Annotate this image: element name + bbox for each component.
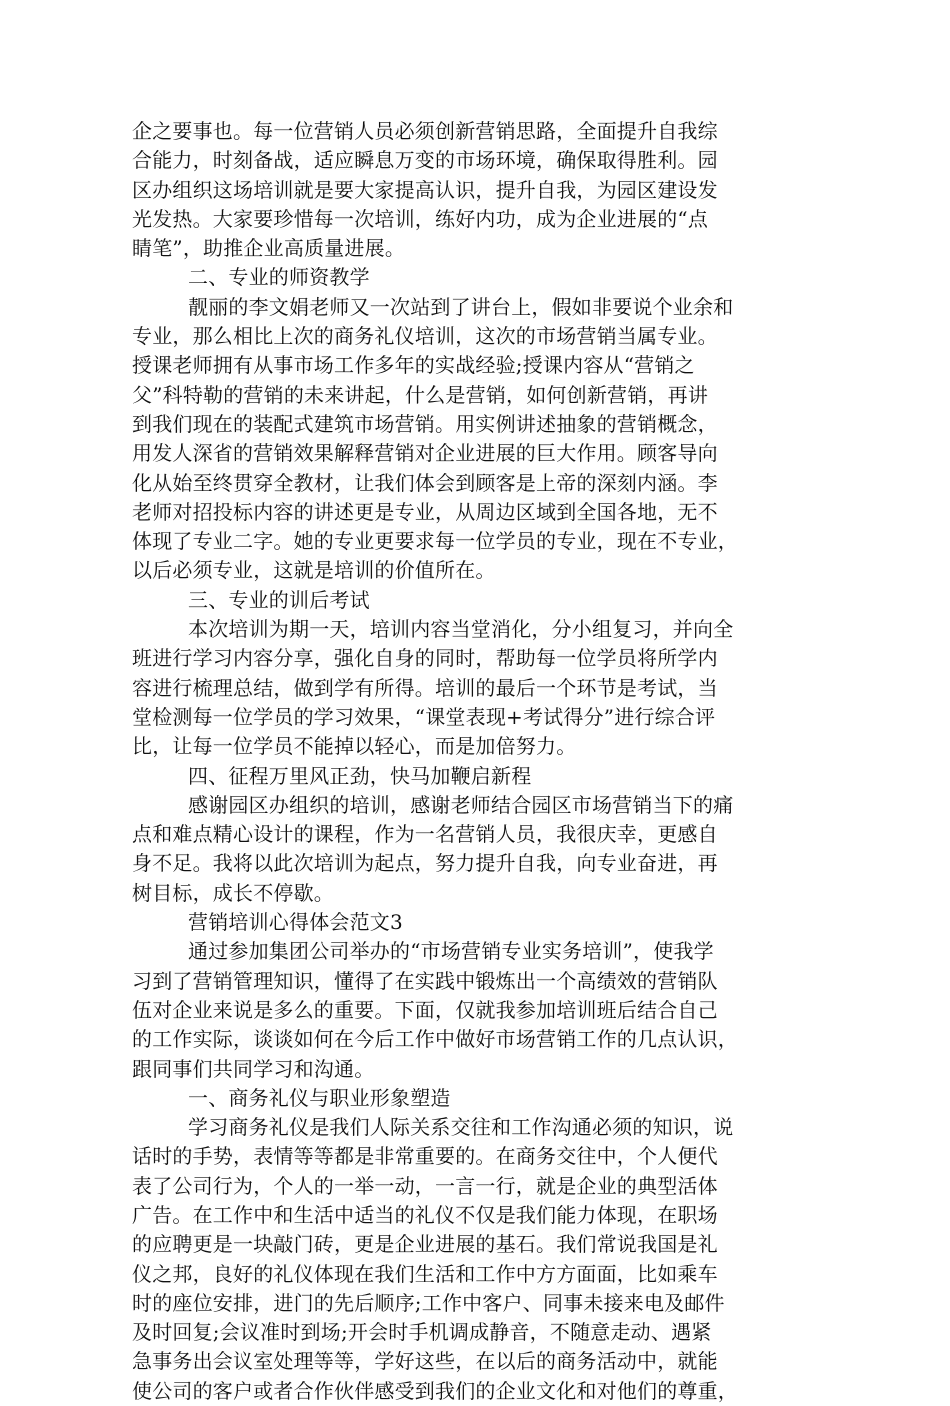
text-line: 父”科特勒的营销的未来讲起，什么是营销，如何创新营销，再讲	[132, 382, 709, 407]
text-line: 通过参加集团公司举办的“市场营销专业实务培训”，使我学	[188, 939, 714, 964]
text-line: 专业，那么相比上次的商务礼仪培训，这次的市场营销当属专业。	[132, 324, 718, 349]
text-line: 话时的手势，表情等等都是非常重要的。在商务交往中，个人便代	[132, 1144, 718, 1169]
text-line: 营销培训心得体会范文3	[188, 910, 403, 935]
text-line: 合能力，时刻备战，适应瞬息万变的市场环境，确保取得胜利。园	[132, 148, 718, 173]
text-line: 班进行学习内容分享，强化自身的同时，帮助每一位学员将所学内	[132, 646, 718, 671]
text-line: 老师对招投标内容的讲述更是专业，从周边区域到全国各地，无不	[132, 499, 718, 524]
text-line: 的工作实际，谈谈如何在今后工作中做好市场营销工作的几点认识，	[132, 1027, 738, 1052]
text-line: 感谢园区办组织的培训，感谢老师结合园区市场营销当下的痛	[188, 792, 734, 817]
text-line: 堂检测每一位学员的学习效果，“课堂表现+考试得分”进行综合评	[132, 704, 716, 729]
text-line: 到我们现在的装配式建筑市场营销。用实例讲述抽象的营销概念，	[132, 411, 718, 436]
text-line: 身不足。我将以此次培训为起点，努力提升自我，向专业奋进，再	[132, 851, 718, 876]
text-line: 及时回复;会议准时到场;开会时手机调成静音，不随意走动、遇紧	[132, 1320, 712, 1345]
text-line: 二、专业的师资教学	[188, 265, 370, 290]
text-line: 树目标，成长不停歇。	[132, 880, 334, 905]
text-line: 点和难点精心设计的课程，作为一名营销人员，我很庆幸，更感自	[132, 822, 718, 847]
text-line: 仪之邦，良好的礼仪体现在我们生活和工作中方方面面，比如乘车	[132, 1261, 718, 1286]
text-line: 容进行梳理总结，做到学有所得。培训的最后一个环节是考试，当	[132, 675, 718, 700]
text-line: 三、专业的训后考试	[188, 587, 370, 612]
text-line: 睛笔”，助推企业高质量进展。	[132, 236, 406, 261]
text-line: 跟同事们共同学习和沟通。	[132, 1056, 375, 1081]
text-line: 习到了营销管理知识，懂得了在实践中锻炼出一个高绩效的营销队	[132, 968, 718, 993]
text-line: 比，让每一位学员不能掉以轻心，而是加倍努力。	[132, 734, 577, 759]
text-line: 以后必须专业，这就是培训的价值所在。	[132, 558, 496, 583]
text-line: 光发热。大家要珍惜每一次培训，练好内功，成为企业进展的“点	[132, 206, 709, 231]
text-line: 广告。在工作中和生活中适当的礼仪不仅是我们能力体现，在职场	[132, 1202, 718, 1227]
text-line: 体现了专业二字。她的专业更要求每一位学员的专业，现在不专业，	[132, 529, 738, 554]
text-line: 时的座位安排，进门的先后顺序;工作中客户、同事未接来电及邮件	[132, 1290, 725, 1315]
text-line: 靓丽的李文娟老师又一次站到了讲台上，假如非要说个业余和	[188, 294, 734, 319]
text-line: 学习商务礼仪是我们人际关系交往和工作沟通必须的知识，说	[188, 1115, 734, 1140]
text-line: 授课老师拥有从事市场工作多年的实战经验;授课内容从“营销之	[132, 353, 695, 378]
text-line: 伍对企业来说是多么的重要。下面，仅就我参加培训班后结合自己	[132, 997, 718, 1022]
document-body	[132, 117, 818, 1406]
text-line: 区办组织这场培训就是要大家提高认识，提升自我，为园区建设发	[132, 177, 718, 202]
text-line: 四、征程万里风正劲，快马加鞭启新程	[188, 763, 532, 788]
text-line: 化从始至终贯穿全教材，让我们体会到顾客是上帝的深刻内涵。李	[132, 470, 718, 495]
text-line: 一、商务礼仪与职业形象塑造	[188, 1085, 451, 1110]
text-line: 的应聘更是一块敲门砖，更是企业进展的基石。我们常说我国是礼	[132, 1232, 718, 1257]
text-line: 急事务出会议室处理等等，学好这些，在以后的商务活动中，就能	[132, 1349, 718, 1374]
text-line: 企之要事也。每一位营销人员必须创新营销思路，全面提升自我综	[132, 119, 718, 143]
text-line: 使公司的客户或者合作伙伴感受到我们的企业文化和对他们的尊重，	[132, 1378, 738, 1403]
text-line: 本次培训为期一天，培训内容当堂消化，分小组复习，并向全	[188, 617, 734, 642]
text-line: 用发人深省的营销效果解释营销对企业进展的巨大作用。顾客导向	[132, 441, 718, 466]
text-line: 表了公司行为，个人的一举一动，一言一行，就是企业的典型活体	[132, 1173, 718, 1198]
